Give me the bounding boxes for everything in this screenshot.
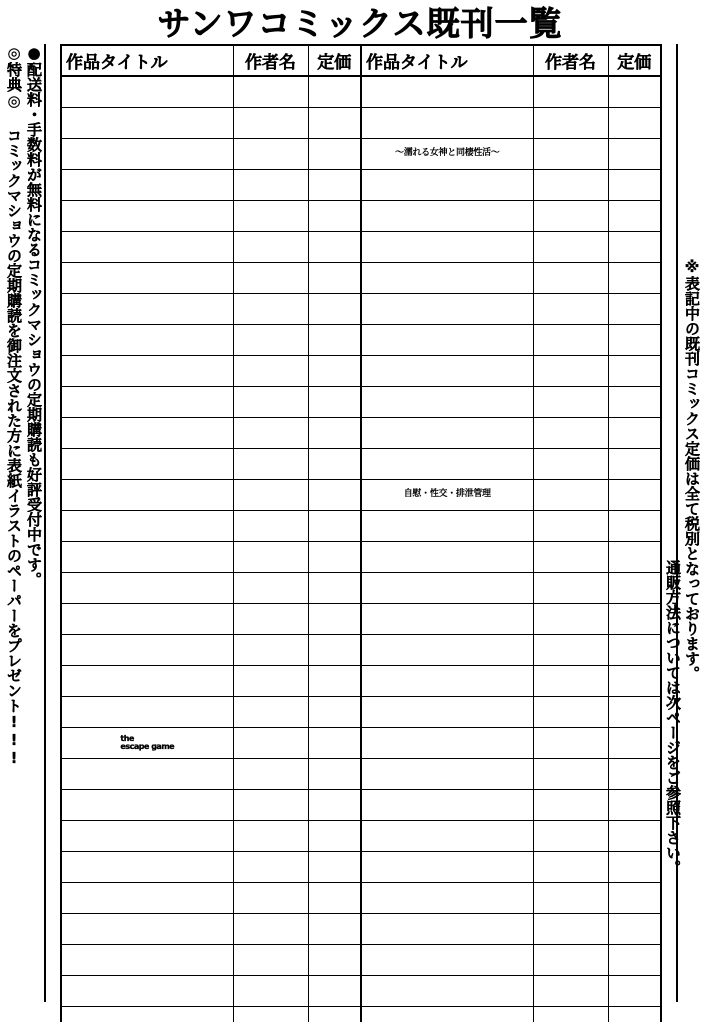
cell-author [533, 852, 608, 883]
cell-author [533, 511, 608, 542]
cell-title [61, 573, 233, 604]
comic-title [362, 149, 533, 158]
cell-title [61, 604, 233, 635]
note-prices-tax-excluded: ※表記中の既刊コミックス定価は全て税別となっております。 [683, 258, 701, 681]
note-subscription-free-shipping: ●配送料・手数料が無料になるコミックマショウの定期購読も好評受付中です。 [25, 44, 43, 587]
cell-title [361, 573, 533, 604]
cell-title [61, 511, 233, 542]
cell-author [533, 697, 608, 728]
cell-price [608, 604, 661, 635]
cell-author [233, 945, 308, 976]
table-row [61, 387, 661, 418]
cell-price [608, 1007, 661, 1022]
cell-price [608, 76, 661, 108]
cell-author [233, 201, 308, 232]
cell-author [233, 542, 308, 573]
cell-author [233, 852, 308, 883]
cell-title [61, 1007, 233, 1022]
cell-author [233, 170, 308, 201]
header-title-right [361, 45, 533, 76]
cell-title [361, 201, 533, 232]
cell-author [533, 883, 608, 914]
cell-title [61, 294, 233, 325]
cell-price [608, 976, 661, 1007]
cell-price [608, 542, 661, 573]
cell-author [533, 418, 608, 449]
cell-title [361, 945, 533, 976]
table-row [61, 573, 661, 604]
cell-author [233, 139, 308, 170]
cell-price [608, 790, 661, 821]
cell-author [233, 914, 308, 945]
cell-title [361, 852, 533, 883]
cell-author [533, 387, 608, 418]
cell-title [61, 201, 233, 232]
cell-author [533, 759, 608, 790]
cell-title [361, 511, 533, 542]
table-row [61, 201, 661, 232]
cell-title [61, 945, 233, 976]
cell-title [361, 635, 533, 666]
cell-price [308, 387, 361, 418]
cell-author [233, 108, 308, 139]
cell-price [608, 914, 661, 945]
cell-title [361, 1007, 533, 1022]
cell-author [533, 914, 608, 945]
cell-title [61, 635, 233, 666]
cell-title [61, 232, 233, 263]
cell-title [61, 759, 233, 790]
cell-title [361, 387, 533, 418]
cell-price [308, 852, 361, 883]
table-row [61, 1007, 661, 1022]
cell-title [61, 139, 233, 170]
comic-subtitle: 〜濡れる女神と同棲性活〜 [395, 148, 500, 159]
cell-author [533, 945, 608, 976]
table-row [61, 480, 661, 511]
cell-author [233, 1007, 308, 1022]
cell-price [308, 728, 361, 759]
cell-author [233, 759, 308, 790]
table-row [61, 511, 661, 542]
cell-price [308, 759, 361, 790]
cell-author [533, 356, 608, 387]
cell-price [608, 201, 661, 232]
cell-title [61, 108, 233, 139]
table-row [61, 604, 661, 635]
cell-price [608, 139, 661, 170]
cell-price [608, 573, 661, 604]
cell-price [608, 480, 661, 511]
cell-title [61, 263, 233, 294]
cell-title [361, 542, 533, 573]
cell-title [61, 976, 233, 1007]
cell-price [608, 356, 661, 387]
cell-author [233, 976, 308, 1007]
cell-author [533, 790, 608, 821]
cell-title [361, 294, 533, 325]
cell-price [608, 418, 661, 449]
cell-author [233, 728, 308, 759]
cell-title [61, 852, 233, 883]
cell-author [533, 635, 608, 666]
cell-author [233, 294, 308, 325]
cell-title [61, 325, 233, 356]
cell-price [308, 139, 361, 170]
cell-title [61, 666, 233, 697]
header-price-right [608, 45, 661, 76]
cell-author [533, 1007, 608, 1022]
table-row [61, 294, 661, 325]
cell-author [233, 821, 308, 852]
table-row [61, 108, 661, 139]
cell-price [308, 449, 361, 480]
cell-author [533, 76, 608, 108]
cell-title [361, 914, 533, 945]
cell-author [533, 232, 608, 263]
cell-author [533, 573, 608, 604]
cell-title [361, 139, 533, 170]
header-price-left-label: 定価 [317, 53, 352, 73]
cell-price [308, 263, 361, 294]
cell-price [608, 635, 661, 666]
cell-price [608, 325, 661, 356]
header-title-left [61, 45, 233, 76]
table-row [61, 356, 661, 387]
cell-author [533, 604, 608, 635]
table-row [61, 976, 661, 1007]
cell-title [361, 356, 533, 387]
cell-title [361, 883, 533, 914]
cell-author [533, 108, 608, 139]
cell-title [61, 356, 233, 387]
table-row [61, 542, 661, 573]
header-author-left [233, 45, 308, 76]
cell-title [361, 108, 533, 139]
cell-title [361, 418, 533, 449]
cell-price [308, 914, 361, 945]
cell-price [308, 883, 361, 914]
cell-author [533, 325, 608, 356]
table-row [61, 759, 661, 790]
cell-title [61, 697, 233, 728]
cell-price [308, 511, 361, 542]
note-mailorder-next-page: 通販方法については次ページをご参照下さい。 [664, 560, 682, 875]
cell-title [361, 263, 533, 294]
cell-price [608, 945, 661, 976]
header-title-right-label: 作品タイトル [366, 53, 468, 73]
cell-title [361, 821, 533, 852]
left-frame-rule [44, 44, 46, 1002]
comic-subtitle: the escape game [120, 734, 175, 751]
cell-title [61, 542, 233, 573]
cell-title [361, 232, 533, 263]
cell-title [61, 418, 233, 449]
cell-author [233, 635, 308, 666]
cell-price [308, 542, 361, 573]
cell-price [608, 108, 661, 139]
table-row [61, 697, 661, 728]
cell-author [233, 449, 308, 480]
cell-author [233, 356, 308, 387]
cell-author [533, 201, 608, 232]
table-row [61, 790, 661, 821]
cell-price [308, 294, 361, 325]
header-price-left [308, 45, 361, 76]
cell-author [233, 418, 308, 449]
cell-title [361, 449, 533, 480]
cell-price [608, 697, 661, 728]
cell-title [361, 976, 533, 1007]
cell-author [533, 728, 608, 759]
header-author-right-label: 作者名 [545, 53, 596, 73]
cell-price [308, 1007, 361, 1022]
cell-title [361, 604, 533, 635]
cell-price [308, 945, 361, 976]
cell-author [233, 883, 308, 914]
cell-title [361, 480, 533, 511]
cell-price [308, 356, 361, 387]
comic-subtitle: 自慰・性交・排泄管理 [403, 489, 491, 500]
table-row [61, 76, 661, 108]
cell-title [61, 387, 233, 418]
table-row [61, 666, 661, 697]
cell-author [233, 325, 308, 356]
cell-price [608, 294, 661, 325]
page-title-text: サンワコミックス既刊一覧 [157, 3, 563, 43]
cell-title [361, 728, 533, 759]
cell-author [233, 573, 308, 604]
cell-price [608, 449, 661, 480]
cell-title [61, 821, 233, 852]
cell-title [61, 449, 233, 480]
comics-table [60, 44, 662, 1022]
cell-author [233, 387, 308, 418]
table-header [61, 45, 661, 76]
cell-price [308, 201, 361, 232]
header-title-left-label: 作品タイトル [66, 53, 168, 73]
cell-author [233, 480, 308, 511]
cell-title [61, 728, 233, 759]
cell-author [533, 480, 608, 511]
cell-title [61, 480, 233, 511]
cell-price [608, 883, 661, 914]
cell-author [233, 604, 308, 635]
cell-title [61, 883, 233, 914]
cell-price [308, 76, 361, 108]
cell-price [308, 480, 361, 511]
comic-title [62, 735, 233, 750]
cell-author [533, 263, 608, 294]
cell-title [61, 76, 233, 108]
cell-price [308, 418, 361, 449]
table-body [61, 76, 661, 1022]
header-price-right-label: 定価 [617, 53, 652, 73]
cell-author [533, 449, 608, 480]
cell-price [308, 635, 361, 666]
cell-author [533, 976, 608, 1007]
cell-price [308, 170, 361, 201]
cell-price [608, 821, 661, 852]
cell-price [308, 697, 361, 728]
cell-price [608, 387, 661, 418]
cell-author [233, 511, 308, 542]
table-row [61, 635, 661, 666]
cell-price [308, 821, 361, 852]
cell-author [233, 790, 308, 821]
cell-author [533, 294, 608, 325]
table-row [61, 325, 661, 356]
cell-author [533, 821, 608, 852]
cell-price [308, 108, 361, 139]
table-row [61, 449, 661, 480]
table-row [61, 883, 661, 914]
cell-price [308, 604, 361, 635]
header-author-left-label: 作者名 [245, 53, 296, 73]
page-title [60, 2, 660, 44]
cell-author [533, 139, 608, 170]
cell-title [61, 170, 233, 201]
table-row [61, 852, 661, 883]
cell-price [308, 790, 361, 821]
cell-price [608, 852, 661, 883]
cell-price [608, 232, 661, 263]
table-row [61, 728, 661, 759]
cell-price [608, 759, 661, 790]
table-row [61, 170, 661, 201]
table-row [61, 914, 661, 945]
cell-price [308, 232, 361, 263]
cell-price [608, 511, 661, 542]
note-subscription-bonus: ◎特典◎ コミックマショウの定期購読を御注文された方に表紙イラストのペーパーをプレゼント!!! [5, 44, 23, 767]
cell-title [361, 170, 533, 201]
cell-price [308, 325, 361, 356]
cell-title [361, 325, 533, 356]
table-row [61, 263, 661, 294]
cell-author [233, 263, 308, 294]
table-row [61, 945, 661, 976]
cell-author [533, 666, 608, 697]
cell-title [361, 76, 533, 108]
cell-price [608, 170, 661, 201]
comic-title [362, 490, 533, 499]
cell-title [361, 759, 533, 790]
cell-title [361, 697, 533, 728]
cell-author [233, 666, 308, 697]
cell-author [533, 170, 608, 201]
cell-title [61, 790, 233, 821]
cell-title [361, 666, 533, 697]
table-row [61, 139, 661, 170]
header-author-right [533, 45, 608, 76]
cell-price [608, 666, 661, 697]
cell-price [308, 976, 361, 1007]
cell-price [608, 728, 661, 759]
cell-price [308, 666, 361, 697]
cell-author [233, 232, 308, 263]
cell-title [61, 914, 233, 945]
table-row [61, 418, 661, 449]
table-row [61, 232, 661, 263]
cell-author [233, 697, 308, 728]
cell-author [233, 76, 308, 108]
table-row [61, 821, 661, 852]
cell-title [361, 790, 533, 821]
cell-author [533, 542, 608, 573]
header-row [61, 45, 661, 76]
cell-price [608, 263, 661, 294]
cell-price [308, 573, 361, 604]
